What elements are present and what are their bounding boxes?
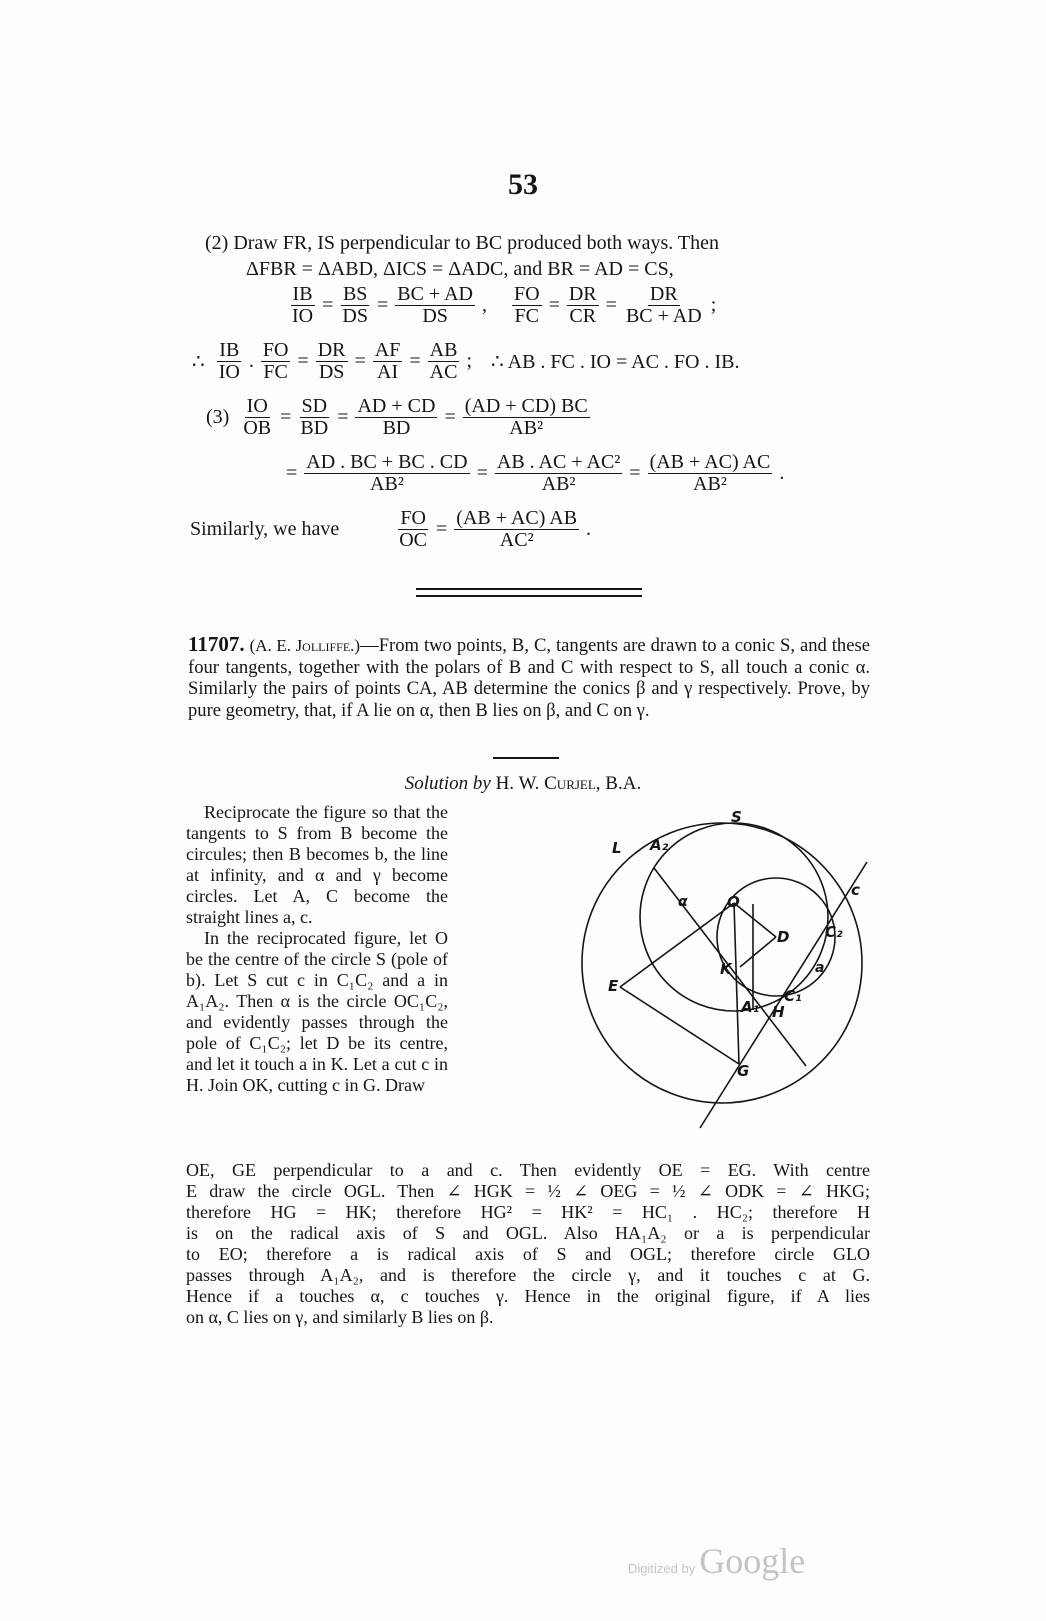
line-og — [734, 903, 739, 1064]
denominator: OB — [243, 417, 272, 439]
eq-operator: , — [482, 294, 487, 316]
numerator: SD — [301, 395, 328, 417]
label-o: O — [727, 893, 740, 911]
section-rule-top — [416, 588, 642, 590]
eq-operator: = — [376, 294, 389, 316]
fraction — [624, 284, 704, 327]
numerator: DR — [317, 339, 346, 361]
eq-operator: = — [444, 406, 456, 428]
denominator: AB² — [693, 473, 727, 495]
label-l: L — [612, 839, 622, 857]
fraction — [304, 452, 469, 495]
full-line: therefore HG = HK; therefore HG² = HK² = HC₁ . HC₂; therefore H — [186, 1202, 870, 1222]
problem-number: 11707. — [188, 632, 245, 656]
label-c1: C₁ — [784, 987, 802, 1005]
therefore-sign: ∴ — [192, 351, 205, 373]
fraction — [567, 284, 599, 327]
eq-operator: . — [779, 462, 785, 484]
label-a2: A₂ — [650, 836, 669, 854]
fraction — [298, 396, 330, 439]
eq-operator: = — [322, 294, 334, 316]
denominator: DS — [422, 305, 448, 327]
label-alpha: α — [678, 894, 688, 910]
numerator: AB — [429, 339, 458, 361]
eq-operator: ; — [710, 294, 717, 316]
numerator: (AD + CD) BC — [464, 395, 588, 417]
similarly-text: Similarly, we have — [190, 518, 340, 540]
numerator: BC + AD — [397, 283, 473, 305]
short-rule — [493, 757, 559, 759]
denominator: BC + AD — [625, 305, 702, 327]
fraction — [316, 340, 348, 383]
full-line: OE, GE perpendicular to a and c. Then evidently OE = EG. With centre — [186, 1160, 870, 1180]
fraction — [512, 284, 542, 327]
line-eg — [620, 987, 739, 1064]
full-line: to EO; therefore a is radical axis of S and OGL; therefore circle GLO — [186, 1244, 870, 1264]
denominator: FC — [514, 305, 540, 327]
part2-eq-line4-tail: ∴ AB . FC . IO = AC . FO . IB. — [491, 351, 740, 373]
eq-operator: = — [629, 462, 641, 484]
fraction — [454, 508, 579, 551]
page-number: 53 — [508, 168, 538, 201]
label-s: S — [731, 808, 742, 826]
solution-heading — [0, 773, 1046, 795]
part2-eq-line4-fracs — [214, 339, 476, 383]
denominator: BD — [382, 417, 411, 439]
denominator: DS — [342, 305, 368, 327]
eq-operator: = — [354, 350, 366, 372]
full-line: on α, C lies on γ, and similarly B lies on β. — [186, 1307, 494, 1327]
line-dk — [740, 937, 776, 967]
numerator: DR — [568, 283, 597, 305]
label-a1: A₁ — [741, 998, 760, 1016]
eq-operator: = — [436, 518, 448, 540]
part2-label: (2) — [205, 232, 229, 254]
full-line: Hence if a touches α, c touches γ. Hence in the original figure, if A lies — [186, 1286, 870, 1306]
geometry-figure — [476, 800, 886, 1140]
problem-11707 — [188, 634, 870, 721]
denominator: BD — [300, 417, 329, 439]
line-od — [734, 903, 776, 937]
label-c: c — [851, 881, 860, 899]
part3-label: (3) — [206, 406, 230, 428]
denominator: IO — [292, 305, 314, 327]
part2-eq-line3 — [287, 284, 720, 327]
label-h: H — [772, 1003, 785, 1021]
watermark-small: Digitized by — [628, 1561, 696, 1576]
fraction — [463, 396, 590, 439]
eq-operator: = — [337, 406, 349, 428]
similarly-eq — [394, 507, 595, 551]
problem-author: (A. E. Jolliffe.) — [249, 636, 361, 655]
numerator: DR — [649, 283, 678, 305]
part3-similarly — [186, 508, 595, 551]
label-c2: C₂ — [825, 923, 843, 941]
numerator: FO — [400, 507, 426, 529]
numerator: AD . BC + BC . CD — [306, 451, 468, 473]
part2-eq-line4 — [188, 340, 744, 383]
denominator: DS — [318, 361, 345, 383]
numerator: (AB + AC) AB — [456, 507, 578, 529]
watermark-logo: Google — [699, 1541, 806, 1581]
column-paragraph-2: In the reciprocated figure, let O be the centre of the circle S (pole of b). Let S cut c in C₁C₂ and a in A₁A₂. Then α is the circle OC₁C₂, and evidently passes through the pole of C₁C₂; let D be its centre, and let it touch a in K. Let a cut c in H. Join OK, cutting c in G. Draw — [186, 928, 448, 1095]
full-line: passes through A₁A₂, and is therefore the circle γ, and it touches c at G. — [186, 1265, 870, 1285]
solution-heading-italic: Solution by — [404, 773, 491, 794]
numerator: AD + CD — [357, 395, 436, 417]
column-paragraph-1: Reciprocate the figure so that the tangents to S from B become the circules; then B becomes b, the line at infinity, and α and γ become circles. Let A, C become the straight lines a, c. — [186, 802, 448, 927]
fraction — [395, 284, 475, 327]
numerator: IB — [219, 339, 240, 361]
fraction — [355, 396, 437, 439]
denominator: IO — [218, 361, 240, 383]
eq-operator: = — [548, 294, 560, 316]
eq-operator: = — [280, 406, 292, 428]
solution-author: H. W. Curjel, B.A. — [495, 773, 642, 794]
fraction — [290, 284, 315, 327]
part2-line2: ΔFBR = ΔABD, ΔICS = ΔADC, and BR = AD = CS, — [246, 258, 674, 280]
denominator: AI — [377, 361, 399, 383]
numerator: (AB + AC) AC — [649, 451, 771, 473]
numerator: BS — [342, 283, 368, 305]
eq-operator: = — [286, 462, 298, 484]
eq-operator: ; — [466, 350, 472, 372]
label-e: E — [608, 977, 619, 995]
solution-column — [186, 802, 448, 1096]
part2-text1: Draw FR, IS perpendicular to BC produced both ways. Then — [233, 232, 719, 254]
fraction — [340, 284, 370, 327]
denominator: AC — [429, 361, 458, 383]
denominator: AB² — [541, 473, 576, 495]
solution-full-width — [186, 1160, 870, 1328]
denominator: CR — [569, 305, 597, 327]
fraction — [241, 396, 273, 439]
eq-operator: = — [605, 294, 617, 316]
numerator: IB — [292, 283, 313, 305]
full-line: is on the radical axis of S and OGL. Also HA₁A₂ or a is perpendicular — [186, 1223, 870, 1243]
problem-text: —From two points, B, C, tangents are drawn to a conic S, and these four tangents, together with the polars of B and C with respect to S, all touch a conic α. Similarly the pairs of points CA, AB determine the conics β and γ respectively. Prove, by pure geometry, that, if A lie on α, then B lies on β, and C on γ. — [188, 635, 870, 721]
denominator: AB² — [509, 417, 544, 439]
numerator: AF — [374, 339, 401, 361]
fraction — [373, 340, 403, 383]
fraction — [495, 452, 622, 495]
label-a-line: a — [815, 960, 825, 976]
fraction — [397, 508, 429, 551]
eq-operator: = — [476, 462, 488, 484]
part2-line1 — [205, 232, 719, 255]
label-d: D — [777, 928, 790, 946]
denominator: FC — [263, 361, 288, 383]
full-line: E draw the circle OGL. Then ∠ HGK = ½ ∠ OEG = ½ ∠ ODK = ∠ HKG; — [186, 1181, 870, 1201]
fraction — [428, 340, 460, 383]
part3-eq-line1-fracs — [238, 395, 592, 439]
eq-operator: . — [586, 518, 592, 540]
denominator: AB² — [370, 473, 404, 495]
denominator: OC — [399, 529, 428, 551]
part3-eq-line2 — [282, 452, 788, 495]
section-rule-bottom — [416, 595, 642, 597]
numerator: FO — [514, 283, 540, 305]
numerator: IO — [246, 395, 268, 417]
numerator: FO — [262, 339, 289, 361]
eq-operator: . — [248, 350, 254, 372]
part3-eq-line1 — [202, 396, 593, 439]
numerator: AB . AC + AC² — [496, 451, 621, 473]
label-k: K — [720, 960, 732, 978]
label-g: G — [737, 1062, 750, 1080]
watermark — [628, 1540, 805, 1582]
fraction — [261, 340, 291, 383]
eq-operator: = — [409, 350, 421, 372]
eq-operator: = — [297, 350, 309, 372]
denominator: AC² — [499, 529, 534, 551]
fraction — [648, 452, 773, 495]
fraction — [217, 340, 242, 383]
